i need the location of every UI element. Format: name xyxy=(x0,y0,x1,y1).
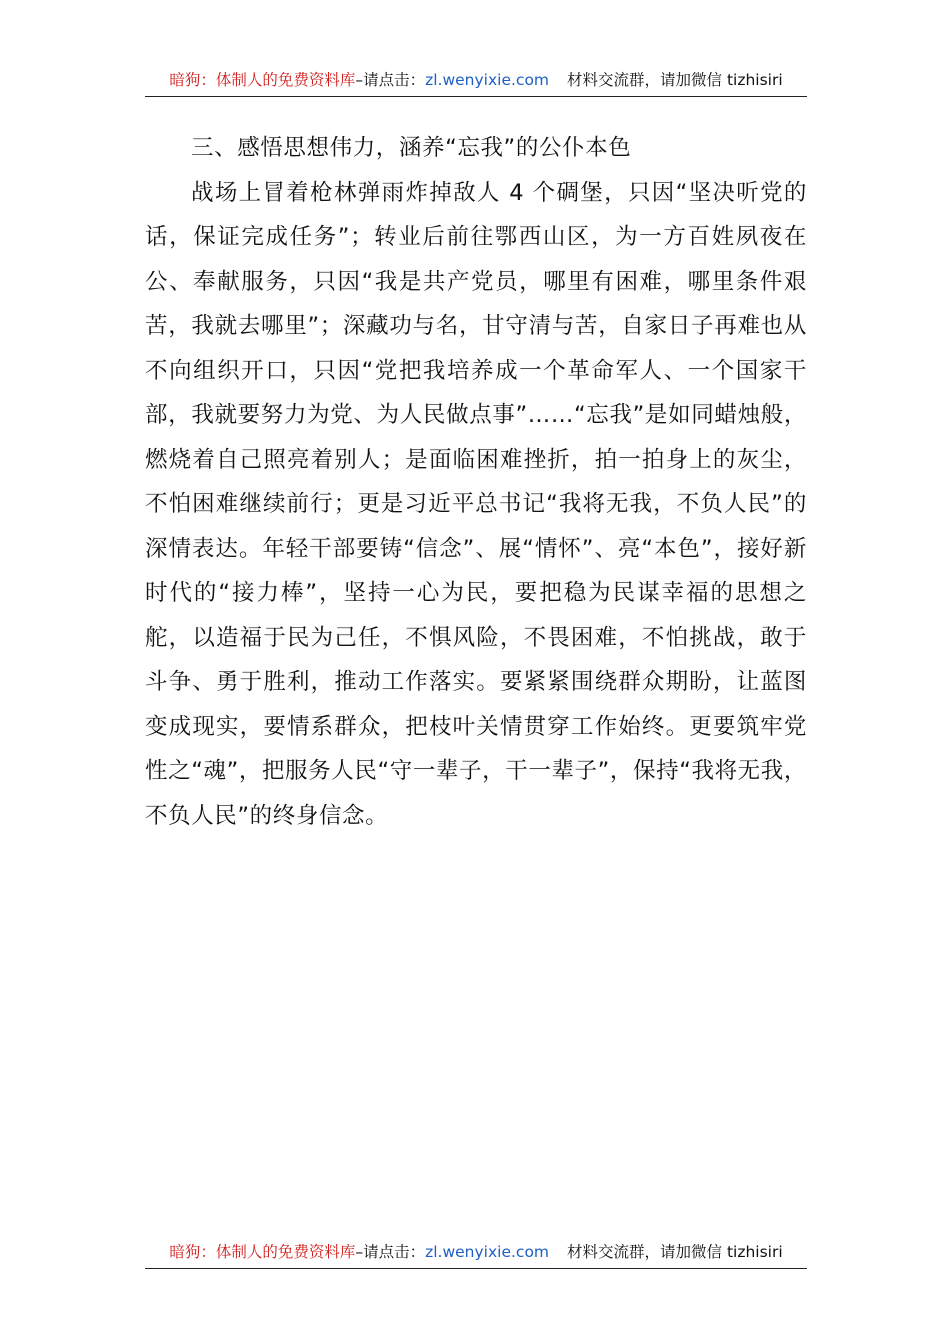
footer-brand: 暗狗：体制人的免费资料库 xyxy=(169,1243,356,1261)
header-contact: 材料交流群，请加微信 tizhisiri xyxy=(567,71,783,89)
header-link[interactable]: zl.wenyixie.com xyxy=(425,71,550,89)
page-footer xyxy=(145,1238,807,1269)
footer-click-label: –请点击： xyxy=(355,1243,426,1261)
footer-link[interactable]: zl.wenyixie.com xyxy=(425,1243,550,1261)
page-header xyxy=(145,66,807,97)
footer-contact: 材料交流群，请加微信 tizhisiri xyxy=(567,1243,783,1261)
section-heading: 三、感悟思想伟力，涵养“忘我”的公仆本色 xyxy=(191,135,632,161)
header-brand: 暗狗：体制人的免费资料库 xyxy=(169,71,356,89)
header-click-label: –请点击： xyxy=(355,71,426,89)
document-body xyxy=(145,126,807,838)
body-paragraph: 战场上冒着枪林弹雨炸掉敌人 4 个碉堡，只因“坚决听党的话，保证完成任务”；转业后前往鄂西山区，为一方百姓夙夜在公、奉献服务，只因“我是共产党员，哪里有困难，哪里条件艰苦，我就去哪里”；深藏功与名，甘守清与苦，自家日子再难也从不向组织开口，只因“党把我培养成一个革命军人、一个国家干部，我就要努力为党、为人民做点事”……“忘我”是如同蜡烛般，燃烧着自己照亮着别人；是面临困难挫折，拍一拍身上的灰尘，不怕困难继续前行；更是习近平总书记“我将无我，不负人民”的深情表达。年轻干部要铸“信念”、展“情怀”、亮“本色”，接好新时代的“接力棒”，坚持一心为民，要把稳为民谋幸福的思想之舵，以造福于民为己任，不惧风险，不畏困难，不怕挑战，敢于斗争、勇于胜利，推动工作落实。要紧紧围绕群众期盼，让蓝图变成现实，要情系群众，把枝叶关情贯穿工作始终。更要筑牢党性之“魂”，把服务人民“守一辈子，干一辈子”，保持“我将无我，不负人民”的终身信念。 xyxy=(145,179,807,829)
